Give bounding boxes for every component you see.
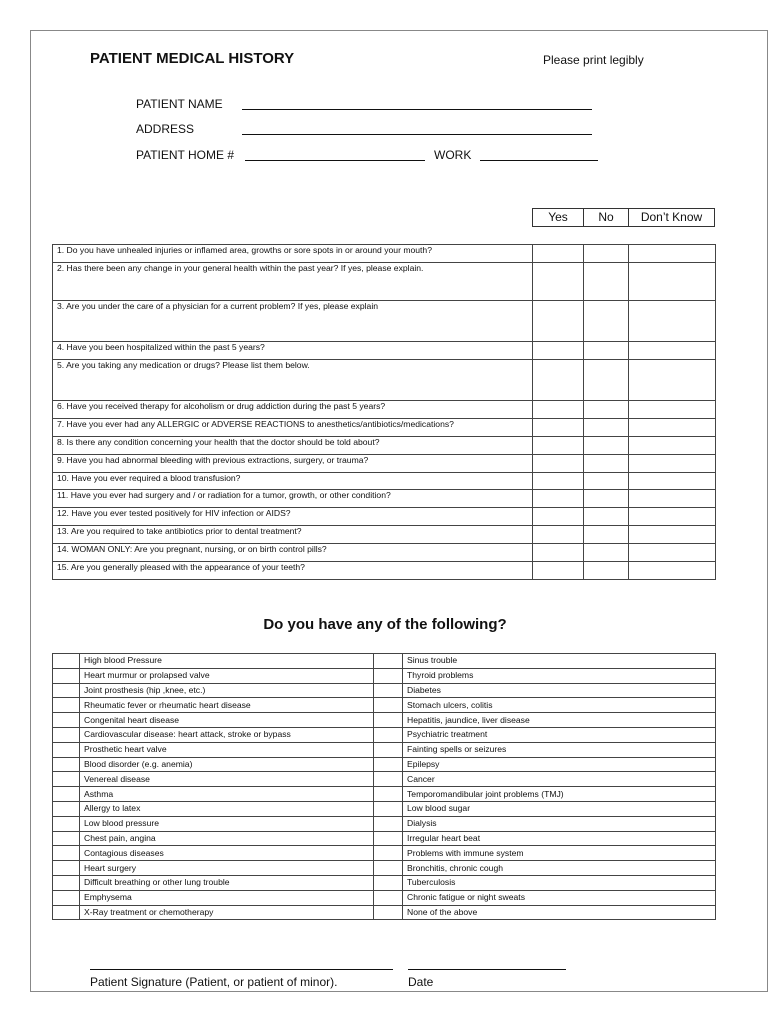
dont-know-checkbox[interactable] — [629, 419, 716, 437]
condition-label: Problems with immune system — [403, 846, 716, 861]
dont-know-checkbox[interactable] — [629, 508, 716, 526]
condition-checkbox[interactable] — [374, 816, 403, 831]
condition-checkbox[interactable] — [374, 668, 403, 683]
yes-checkbox[interactable] — [533, 245, 584, 263]
no-checkbox[interactable] — [584, 263, 629, 301]
condition-row — [53, 846, 716, 861]
questions-table — [52, 244, 716, 580]
dont-know-checkbox[interactable] — [629, 437, 716, 455]
condition-label: Dialysis — [403, 816, 716, 831]
no-checkbox[interactable] — [584, 455, 629, 473]
question-text: 9. Have you had abnormal bleeding with previous extractions, surgery, or trauma? — [53, 455, 533, 473]
condition-label: Fainting spells or seizures — [403, 742, 716, 757]
condition-row — [53, 713, 716, 728]
condition-checkbox[interactable] — [53, 787, 80, 802]
condition-checkbox[interactable] — [374, 727, 403, 742]
form-title: PATIENT MEDICAL HISTORY — [90, 50, 295, 67]
no-checkbox[interactable] — [584, 562, 629, 580]
no-checkbox[interactable] — [584, 473, 629, 490]
condition-label: Tuberculosis — [403, 875, 716, 890]
yes-checkbox[interactable] — [533, 455, 584, 473]
work-phone-field[interactable] — [480, 148, 598, 166]
yes-checkbox[interactable] — [533, 342, 584, 360]
condition-label: Heart murmur or prolapsed valve — [80, 668, 374, 683]
yes-header: Yes — [532, 208, 584, 227]
yes-checkbox[interactable] — [533, 360, 584, 401]
dont-know-checkbox[interactable] — [629, 473, 716, 490]
question-text: 12. Have you ever tested positively for HIV infection or AIDS? — [53, 508, 533, 526]
no-checkbox[interactable] — [584, 437, 629, 455]
yes-checkbox[interactable] — [533, 526, 584, 544]
print-note: Please print legibly — [543, 53, 644, 67]
condition-label: Diabetes — [403, 683, 716, 698]
condition-label: Irregular heart beat — [403, 831, 716, 846]
condition-row — [53, 742, 716, 757]
yes-checkbox[interactable] — [533, 473, 584, 490]
condition-checkbox[interactable] — [53, 713, 80, 728]
yes-checkbox[interactable] — [533, 437, 584, 455]
condition-row — [53, 890, 716, 905]
question-row — [53, 263, 716, 301]
no-checkbox[interactable] — [584, 301, 629, 342]
condition-label: Low blood sugar — [403, 801, 716, 816]
condition-label: Blood disorder (e.g. anemia) — [80, 757, 374, 772]
condition-row — [53, 727, 716, 742]
dont-know-checkbox[interactable] — [629, 562, 716, 580]
condition-label: None of the above — [403, 905, 716, 920]
condition-row — [53, 861, 716, 876]
condition-checkbox[interactable] — [374, 846, 403, 861]
condition-row — [53, 875, 716, 890]
home-phone-label: PATIENT HOME # — [136, 148, 235, 162]
condition-label: Rheumatic fever or rheumatic heart disease — [80, 698, 374, 713]
question-text: 15. Are you generally pleased with the appearance of your teeth? — [53, 562, 533, 580]
no-checkbox[interactable] — [584, 360, 629, 401]
dont-know-checkbox[interactable] — [629, 526, 716, 544]
condition-checkbox[interactable] — [374, 698, 403, 713]
address-field[interactable] — [242, 122, 592, 140]
condition-label: Stomach ulcers, colitis — [403, 698, 716, 713]
question-row — [53, 360, 716, 401]
condition-label: Heart surgery — [80, 861, 374, 876]
condition-row — [53, 757, 716, 772]
condition-row — [53, 683, 716, 698]
yes-checkbox[interactable] — [533, 401, 584, 419]
condition-row — [53, 831, 716, 846]
no-checkbox[interactable] — [584, 508, 629, 526]
condition-label: Asthma — [80, 787, 374, 802]
condition-checkbox[interactable] — [53, 772, 80, 787]
condition-checkbox[interactable] — [53, 698, 80, 713]
condition-checkbox[interactable] — [53, 668, 80, 683]
condition-label: Allergy to latex — [80, 801, 374, 816]
condition-checkbox[interactable] — [374, 905, 403, 920]
date-line[interactable] — [408, 969, 566, 970]
condition-checkbox[interactable] — [374, 654, 403, 669]
condition-label: Congenital heart disease — [80, 713, 374, 728]
question-text: 4. Have you been hospitalized within the past 5 years? — [53, 342, 533, 360]
condition-checkbox[interactable] — [53, 831, 80, 846]
question-row — [53, 508, 716, 526]
question-row — [53, 437, 716, 455]
work-phone-label: WORK — [434, 148, 472, 162]
question-row — [53, 544, 716, 562]
dont-know-checkbox[interactable] — [629, 301, 716, 342]
question-row — [53, 342, 716, 360]
home-phone-field[interactable] — [245, 148, 425, 166]
signature-label: Patient Signature (Patient, or patient of minor). — [90, 975, 338, 989]
question-text: 3. Are you under the care of a physician for a current problem? If yes, please explain — [53, 301, 533, 342]
condition-row — [53, 816, 716, 831]
condition-label: Contagious diseases — [80, 846, 374, 861]
condition-checkbox[interactable] — [53, 757, 80, 772]
condition-checkbox[interactable] — [374, 787, 403, 802]
condition-label: Temporomandibular joint problems (TMJ) — [403, 787, 716, 802]
condition-label: High blood Pressure — [80, 654, 374, 669]
condition-label: Chronic fatigue or night sweats — [403, 890, 716, 905]
condition-checkbox[interactable] — [374, 742, 403, 757]
question-text: 11. Have you ever had surgery and / or radiation for a tumor, growth, or other condition? — [53, 490, 533, 508]
condition-row — [53, 905, 716, 920]
condition-checkbox[interactable] — [53, 816, 80, 831]
condition-row — [53, 787, 716, 802]
condition-checkbox[interactable] — [53, 742, 80, 757]
condition-label: Low blood pressure — [80, 816, 374, 831]
dont-know-checkbox[interactable] — [629, 360, 716, 401]
no-checkbox[interactable] — [584, 342, 629, 360]
condition-label: Bronchitis, chronic cough — [403, 861, 716, 876]
condition-label: Cancer — [403, 772, 716, 787]
yes-checkbox[interactable] — [533, 508, 584, 526]
question-row — [53, 301, 716, 342]
condition-label: Venereal disease — [80, 772, 374, 787]
yes-checkbox[interactable] — [533, 263, 584, 301]
dont-know-checkbox[interactable] — [629, 263, 716, 301]
condition-row — [53, 801, 716, 816]
condition-checkbox[interactable] — [53, 905, 80, 920]
no-checkbox[interactable] — [584, 526, 629, 544]
question-text: 10. Have you ever required a blood transfusion? — [53, 473, 533, 490]
question-row — [53, 490, 716, 508]
condition-checkbox[interactable] — [374, 875, 403, 890]
question-text: 14. WOMAN ONLY: Are you pregnant, nursing, or on birth control pills? — [53, 544, 533, 562]
yes-checkbox[interactable] — [533, 562, 584, 580]
condition-row — [53, 772, 716, 787]
condition-checkbox[interactable] — [374, 757, 403, 772]
no-header: No — [583, 208, 629, 227]
yes-checkbox[interactable] — [533, 490, 584, 508]
condition-checkbox[interactable] — [374, 831, 403, 846]
question-text: 7. Have you ever had any ALLERGIC or ADVERSE REACTIONS to anesthetics/antibiotics/medications? — [53, 419, 533, 437]
signature-line[interactable] — [90, 969, 393, 970]
dont-know-checkbox[interactable] — [629, 401, 716, 419]
conditions-table — [52, 653, 716, 920]
condition-label: Prosthetic heart valve — [80, 742, 374, 757]
condition-label: Sinus trouble — [403, 654, 716, 669]
question-text: 1. Do you have unhealed injuries or inflamed area, growths or sore spots in or around your mouth? — [53, 245, 533, 263]
condition-checkbox[interactable] — [53, 654, 80, 669]
question-row — [53, 401, 716, 419]
condition-checkbox[interactable] — [53, 861, 80, 876]
question-row — [53, 419, 716, 437]
condition-checkbox[interactable] — [53, 890, 80, 905]
condition-checkbox[interactable] — [374, 861, 403, 876]
no-checkbox[interactable] — [584, 245, 629, 263]
question-row — [53, 526, 716, 544]
question-text: 6. Have you received therapy for alcoholism or drug addiction during the past 5 years? — [53, 401, 533, 419]
dont-know-checkbox[interactable] — [629, 544, 716, 562]
question-text: 5. Are you taking any medication or drugs? Please list them below. — [53, 360, 533, 401]
condition-label: X-Ray treatment or chemotherapy — [80, 905, 374, 920]
dont-know-checkbox[interactable] — [629, 455, 716, 473]
patient-name-label: PATIENT NAME — [136, 97, 223, 111]
dont-know-checkbox[interactable] — [629, 245, 716, 263]
condition-label: Difficult breathing or other lung trouble — [80, 875, 374, 890]
condition-checkbox[interactable] — [374, 683, 403, 698]
condition-label: Psychiatric treatment — [403, 727, 716, 742]
question-text: 13. Are you required to take antibiotics prior to dental treatment? — [53, 526, 533, 544]
no-checkbox[interactable] — [584, 544, 629, 562]
condition-label: Joint prosthesis (hip ,knee, etc.) — [80, 683, 374, 698]
condition-row — [53, 698, 716, 713]
condition-row — [53, 668, 716, 683]
condition-checkbox[interactable] — [374, 772, 403, 787]
condition-checkbox[interactable] — [53, 683, 80, 698]
question-row — [53, 455, 716, 473]
dont-know-header: Don’t Know — [628, 208, 715, 227]
conditions-heading: Do you have any of the following? — [263, 616, 507, 633]
condition-label: Hepatitis, jaundice, liver disease — [403, 713, 716, 728]
patient-name-field[interactable] — [242, 97, 592, 115]
condition-checkbox[interactable] — [374, 801, 403, 816]
yes-checkbox[interactable] — [533, 301, 584, 342]
condition-label: Epilepsy — [403, 757, 716, 772]
question-row — [53, 245, 716, 263]
condition-label: Cardiovascular disease: heart attack, stroke or bypass — [80, 727, 374, 742]
no-checkbox[interactable] — [584, 419, 629, 437]
condition-checkbox[interactable] — [374, 890, 403, 905]
condition-checkbox[interactable] — [53, 727, 80, 742]
date-label: Date — [408, 975, 434, 989]
address-label: ADDRESS — [136, 122, 195, 136]
dont-know-checkbox[interactable] — [629, 342, 716, 360]
condition-label: Chest pain, angina — [80, 831, 374, 846]
question-text: 2. Has there been any change in your general health within the past year? If yes, please explain. — [53, 263, 533, 301]
condition-checkbox[interactable] — [374, 713, 403, 728]
condition-checkbox[interactable] — [53, 846, 80, 861]
condition-label: Thyroid problems — [403, 668, 716, 683]
condition-checkbox[interactable] — [53, 801, 80, 816]
condition-label: Emphysema — [80, 890, 374, 905]
dont-know-checkbox[interactable] — [629, 490, 716, 508]
condition-checkbox[interactable] — [53, 875, 80, 890]
no-checkbox[interactable] — [584, 490, 629, 508]
question-row — [53, 473, 716, 490]
yes-checkbox[interactable] — [533, 419, 584, 437]
question-text: 8. Is there any condition concerning your health that the doctor should be told about? — [53, 437, 533, 455]
condition-row — [53, 654, 716, 669]
question-row — [53, 562, 716, 580]
no-checkbox[interactable] — [584, 401, 629, 419]
yes-checkbox[interactable] — [533, 544, 584, 562]
